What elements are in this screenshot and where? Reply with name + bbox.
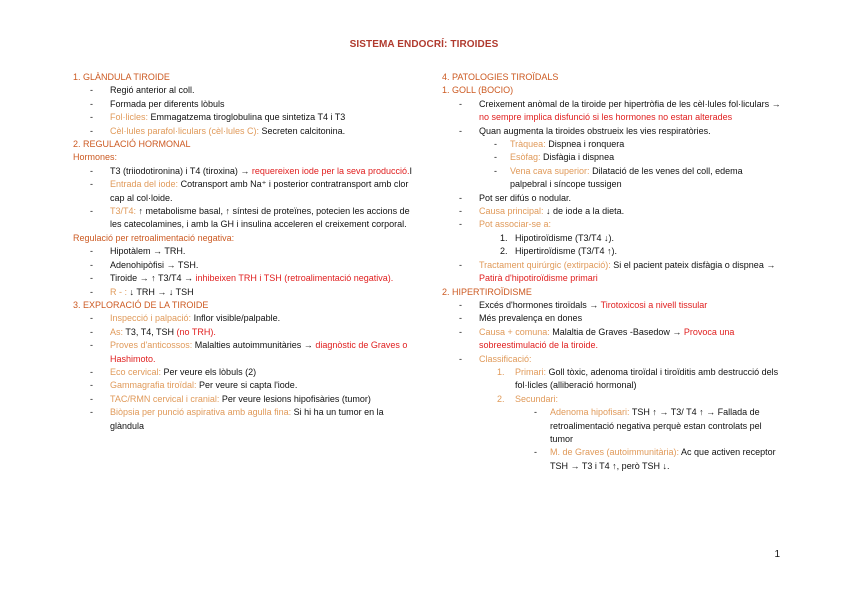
subsection-heading: 1. GOLL (BOCIO) bbox=[442, 85, 514, 96]
list-item: - Biòpsia per punció aspirativa amb agulla fina: Si hi ha un tumor en la glàndula bbox=[90, 407, 384, 431]
list-item: - Fol·licles: Emmagatzema tiroglobulina que sintetiza T4 i T3 bbox=[73, 111, 418, 124]
bullet-dash: - bbox=[90, 393, 93, 404]
list-item: - Inspecció i palpació: Inflor visible/palpable. bbox=[73, 312, 418, 325]
list-item: - Tràquea: Dispnea i ronquera bbox=[442, 138, 782, 151]
list-item: - Pot associar-se a: bbox=[442, 218, 782, 231]
bullet-dash: - bbox=[90, 380, 93, 391]
list-item: - Pot ser difús o nodular. bbox=[442, 192, 782, 205]
list-item: - Creixement anòmal de la tiroide per hipertròfia de les cèl·lules fol·liculars → no sempre implica disfunció si les hormones no estan alterades bbox=[459, 98, 781, 123]
subheading: Hormones: bbox=[73, 152, 118, 163]
bullet-dash: - bbox=[459, 219, 462, 230]
bullet-dash: - bbox=[90, 366, 93, 377]
list-item: - R - : ↓ TRH → ↓ TSH bbox=[73, 286, 418, 299]
bullet-dash: - bbox=[90, 206, 93, 217]
section-heading: 2. REGULACIÓ HORMONAL bbox=[73, 139, 191, 150]
list-item: - Esòfag: Disfàgia i dispnea bbox=[442, 151, 782, 164]
bullet-dash: - bbox=[459, 259, 462, 270]
list-item: - Hipotàlem → TRH. bbox=[73, 245, 418, 258]
bullet-dash: - bbox=[494, 139, 497, 150]
bullet-dash: - bbox=[494, 165, 497, 176]
page-number: 1 bbox=[774, 549, 780, 560]
numbered-item: 1. Primari: Goll tòxic, adenoma tiroïdal i tiroïditis amb destrucció dels fol·licles (alliberació hormonal) bbox=[497, 366, 779, 391]
list-item: - Regió anterior al coll. bbox=[73, 84, 418, 97]
list-item: - T3/T4: ↑ metabolisme basal, ↑ síntesi de proteïnes, potecien les accions de les catecolamines, i amb la GH i insulina acceleren el creixement corporal. bbox=[90, 206, 410, 230]
list-item: - As: T3, T4, TSH (no TRH). bbox=[73, 326, 418, 339]
bullet-dash: - bbox=[90, 340, 93, 351]
subheading: Regulació per retroalimentació negativa: bbox=[73, 232, 235, 243]
list-item: - M. de Graves (autoimmunitària): Ac que activen receptor TSH → T3 i T4 ↑, però TSH ↓. bbox=[534, 447, 776, 471]
bullet-dash: - bbox=[90, 273, 93, 284]
list-item: - Eco cervical: Per veure els lòbuls (2) bbox=[73, 366, 418, 379]
bullet-dash: - bbox=[90, 98, 93, 109]
list-item: - Tractament quirúrgic (extirpació): Si el pacient pateix disfàgia o dispnea → Patirà d'hipotiroïdisme primari bbox=[459, 259, 776, 284]
list-item: - TAC/RMN cervical i cranial: Per veure lesions hipofisàries (tumor) bbox=[73, 393, 418, 406]
list-item: - Causa + comuna: Malaltia de Graves -Basedow → Provoca una sobreestimulació de la tiroide. bbox=[459, 326, 735, 351]
section-heading: 3. EXPLORACIÓ DE LA TIROIDE bbox=[73, 299, 209, 310]
bullet-dash: - bbox=[90, 259, 93, 270]
bullet-dash: - bbox=[494, 152, 497, 163]
bullet-dash: - bbox=[90, 165, 93, 176]
bullet-dash: - bbox=[459, 353, 462, 364]
bullet-dash: - bbox=[90, 286, 93, 297]
bullet-dash: - bbox=[459, 313, 462, 324]
bullet-dash: - bbox=[534, 447, 537, 458]
list-item: - Proves d'anticossos: Malalties autoimmunitàries → diagnòstic de Graves o Hashimoto. bbox=[90, 340, 408, 364]
left-column bbox=[73, 71, 418, 433]
bullet-dash: - bbox=[90, 85, 93, 96]
list-item: - Cèl·lules parafol·liculars (cèl·lules C): Secreten calcitonina. bbox=[73, 125, 418, 138]
list-item: - Tiroide → ↑ T3/T4 → inhibeixen TRH i TSH (retroalimentació negativa). bbox=[73, 272, 418, 285]
bullet-dash: - bbox=[459, 98, 462, 109]
bullet-dash: - bbox=[90, 407, 93, 418]
list-item: - Formada per diferents lòbuls bbox=[73, 98, 418, 111]
page-title: SISTEMA ENDOCRÍ: TIROIDES bbox=[349, 39, 499, 50]
bullet-dash: - bbox=[459, 192, 462, 203]
numbered-item: 2. Secundari: bbox=[497, 393, 559, 404]
bullet-dash: - bbox=[90, 326, 93, 337]
bullet-dash: - bbox=[90, 179, 93, 190]
list-item: - Vena cava superior: Dilatació de les venes del coll, edema palpebral i síncope tussigen bbox=[494, 165, 743, 190]
list-item: - Quan augmenta la tiroides obstrueix les vies respiratòries. bbox=[442, 125, 782, 138]
subsection-heading: 2. HIPERTIROÏDISME bbox=[442, 286, 532, 297]
list-item: - Adenoma hipofisari: TSH ↑ → T3/ T4 ↑ → Fallada de retroalimentació negativa perquè estan controlats pel tumor bbox=[534, 407, 762, 444]
section-heading: 4. PATOLOGIES TIROÏDALS bbox=[442, 72, 559, 82]
bullet-dash: - bbox=[459, 326, 462, 337]
list-item: - Gammagrafia tiroïdal: Per veure si capta l'iode. bbox=[73, 379, 418, 392]
right-column bbox=[442, 71, 782, 473]
numbered-item: 1. Hipotiroïdisme (T3/T4 ↓). bbox=[500, 232, 615, 243]
list-item: - Excés d'hormones tiroïdals → Tirotoxicosi a nivell tissular bbox=[442, 299, 782, 312]
bullet-dash: - bbox=[90, 125, 93, 136]
bullet-dash: - bbox=[90, 313, 93, 324]
bullet-dash: - bbox=[534, 407, 537, 418]
list-item: - Adenohipòfisi → TSH. bbox=[73, 259, 418, 272]
list-item: - Classificació: bbox=[442, 353, 782, 366]
numbered-item: 2. Hipertiroïdisme (T3/T4 ↑). bbox=[500, 246, 618, 257]
section-heading: 1. GLÀNDULA TIROIDE bbox=[73, 72, 170, 82]
list-item: - Entrada del iode: Cotransport amb Na⁺ i posterior contratransport amb clor cap al col·loide. bbox=[90, 179, 409, 203]
bullet-dash: - bbox=[90, 246, 93, 257]
bullet-dash: - bbox=[459, 125, 462, 136]
list-item: - Causa principal: ↓ de iode a la dieta. bbox=[442, 205, 782, 218]
bullet-dash: - bbox=[90, 112, 93, 123]
bullet-dash: - bbox=[459, 299, 462, 310]
list-item: - T3 (triiodotironina) i T4 (tiroxina) → requereixen iode per la seva producció.I bbox=[73, 165, 418, 178]
list-item: - Més prevalença en dones bbox=[442, 312, 782, 325]
bullet-dash: - bbox=[459, 206, 462, 217]
